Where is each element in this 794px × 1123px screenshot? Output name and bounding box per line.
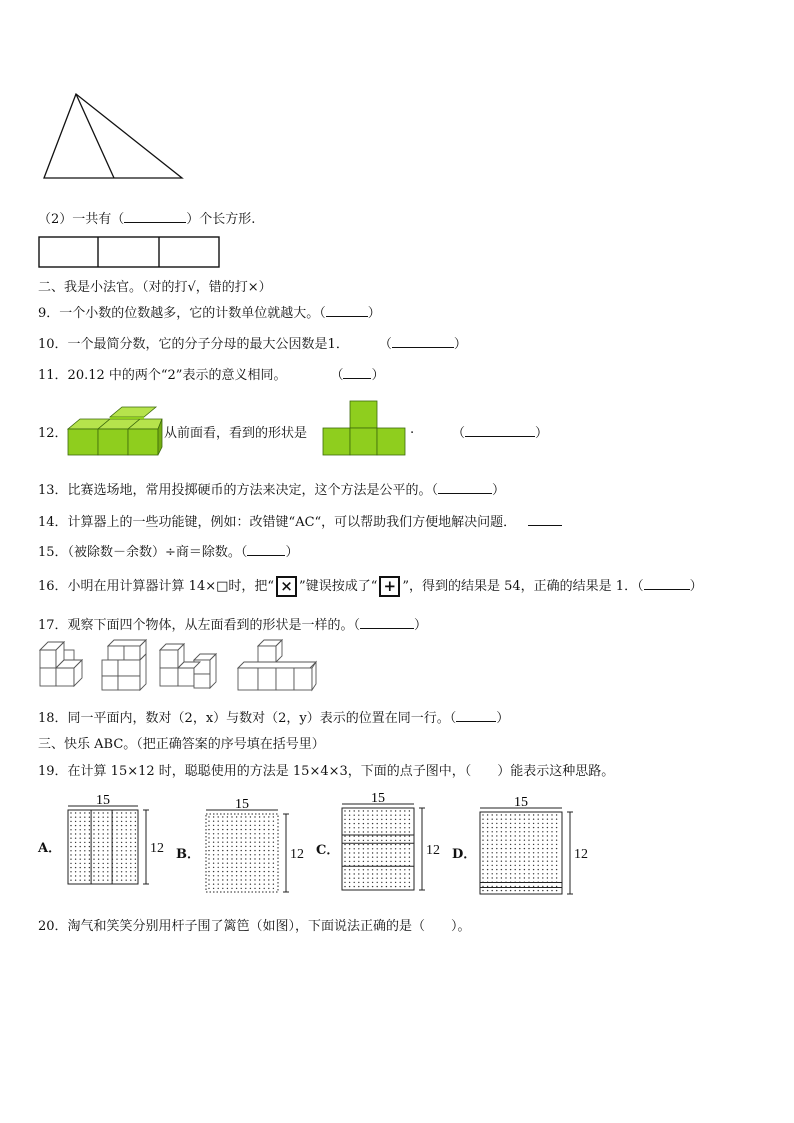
question-20: 20．淘气和笑笑分别用杆子围了篱笆（如图），下面说法正确的是（ ）。 (38, 919, 471, 934)
cube-objects-figure (38, 636, 328, 696)
question-section2-2: （2）一共有（ ）个长方形. (38, 212, 256, 227)
dot-grid-figure-2 (204, 794, 326, 902)
question-15: 15．（被除数－余数）÷商＝除数。（ ） (38, 545, 299, 560)
height-label: 12 (290, 847, 304, 862)
dot-grid-figure-1 (66, 790, 186, 894)
question-11: 11．20.12 中的两个“2”表示的意义相同。 （ ） (38, 368, 385, 383)
width-label: 15 (514, 795, 528, 810)
rectangles-figure (38, 236, 222, 270)
front-view-shape (322, 400, 408, 458)
answer-blank[interactable] (644, 577, 690, 590)
question-12-text: 从前面看，看到的形状是 (164, 426, 308, 441)
question-14: 14．计算器上的一些功能键，例如：改错键“AC“，可以帮助我们方便地解决问题． (38, 511, 562, 530)
object-4 (238, 640, 316, 690)
answer-blank[interactable] (326, 304, 368, 317)
height-label: 12 (150, 841, 164, 856)
answer-blank[interactable] (247, 543, 285, 556)
width-label: 15 (235, 797, 249, 812)
question-9: 9．一个小数的位数越多，它的计数单位就越大。（ ） (38, 306, 381, 321)
plus-key-icon: + (379, 576, 400, 597)
width-label: 15 (371, 791, 385, 806)
answer-blank[interactable] (124, 210, 186, 223)
answer-blank[interactable] (456, 709, 496, 722)
question-13: 13．比赛选场地，常用投掷硬币的方法来决定，这个方法是公平的。（ ） (38, 483, 506, 498)
question-18: 18．同一平面内，数对（2，x）与数对（2，y）表示的位置在同一行。（ ） (38, 711, 510, 726)
question-12-answer: （ ） (452, 426, 549, 441)
dot-grid-figure-4 (478, 792, 610, 904)
option-label-3[interactable]: C． (316, 843, 340, 858)
question-12-period: . (410, 422, 415, 437)
object-2 (102, 640, 146, 690)
answer-blank[interactable] (360, 616, 414, 629)
multiply-key-icon: × (276, 576, 297, 597)
heading-section2: 二、我是小法官。（对的打√，错的打×） (38, 280, 272, 295)
answer-blank[interactable] (465, 424, 535, 437)
question-19: 19．在计算 15×12 时，聪聪使用的方法是 15×4×3，下面的点子图中，（ ）能表示这种思路。 (38, 764, 615, 779)
height-label: 12 (426, 843, 440, 858)
option-label-4[interactable]: D． (452, 847, 477, 862)
answer-blank[interactable] (438, 481, 492, 494)
dot-grid-figure-3 (340, 788, 462, 900)
object-3 (160, 644, 216, 688)
grid-box (206, 814, 278, 892)
object-1 (40, 642, 82, 686)
option-label-1[interactable]: A． (38, 841, 62, 856)
width-label: 15 (96, 793, 110, 808)
answer-blank[interactable] (528, 513, 562, 526)
height-label: 12 (574, 847, 588, 862)
question-16: 16．小明在用计算器计算 14×□时，把“ × ”键误按成了“ + ”，得到的结果是 54，正确的结果是 1．（ ） (38, 577, 703, 595)
heading-section3: 三、快乐 ABC。（把正确答案的序号填在括号里） (38, 737, 325, 752)
question-10: 10．一个最简分数，它的分子分母的最大公因数是1． （ ） (38, 337, 467, 352)
question-12-number: 12． (38, 426, 68, 441)
triangle-figure (40, 90, 190, 185)
answer-blank[interactable] (343, 366, 371, 379)
answer-blank[interactable] (392, 335, 454, 348)
green-cubes-3d-figure (66, 405, 164, 457)
question-17: 17．观察下面四个物体，从左面看到的形状是一样的。（ ） (38, 618, 428, 633)
grid-box (342, 808, 414, 890)
option-label-2[interactable]: B． (176, 847, 200, 862)
